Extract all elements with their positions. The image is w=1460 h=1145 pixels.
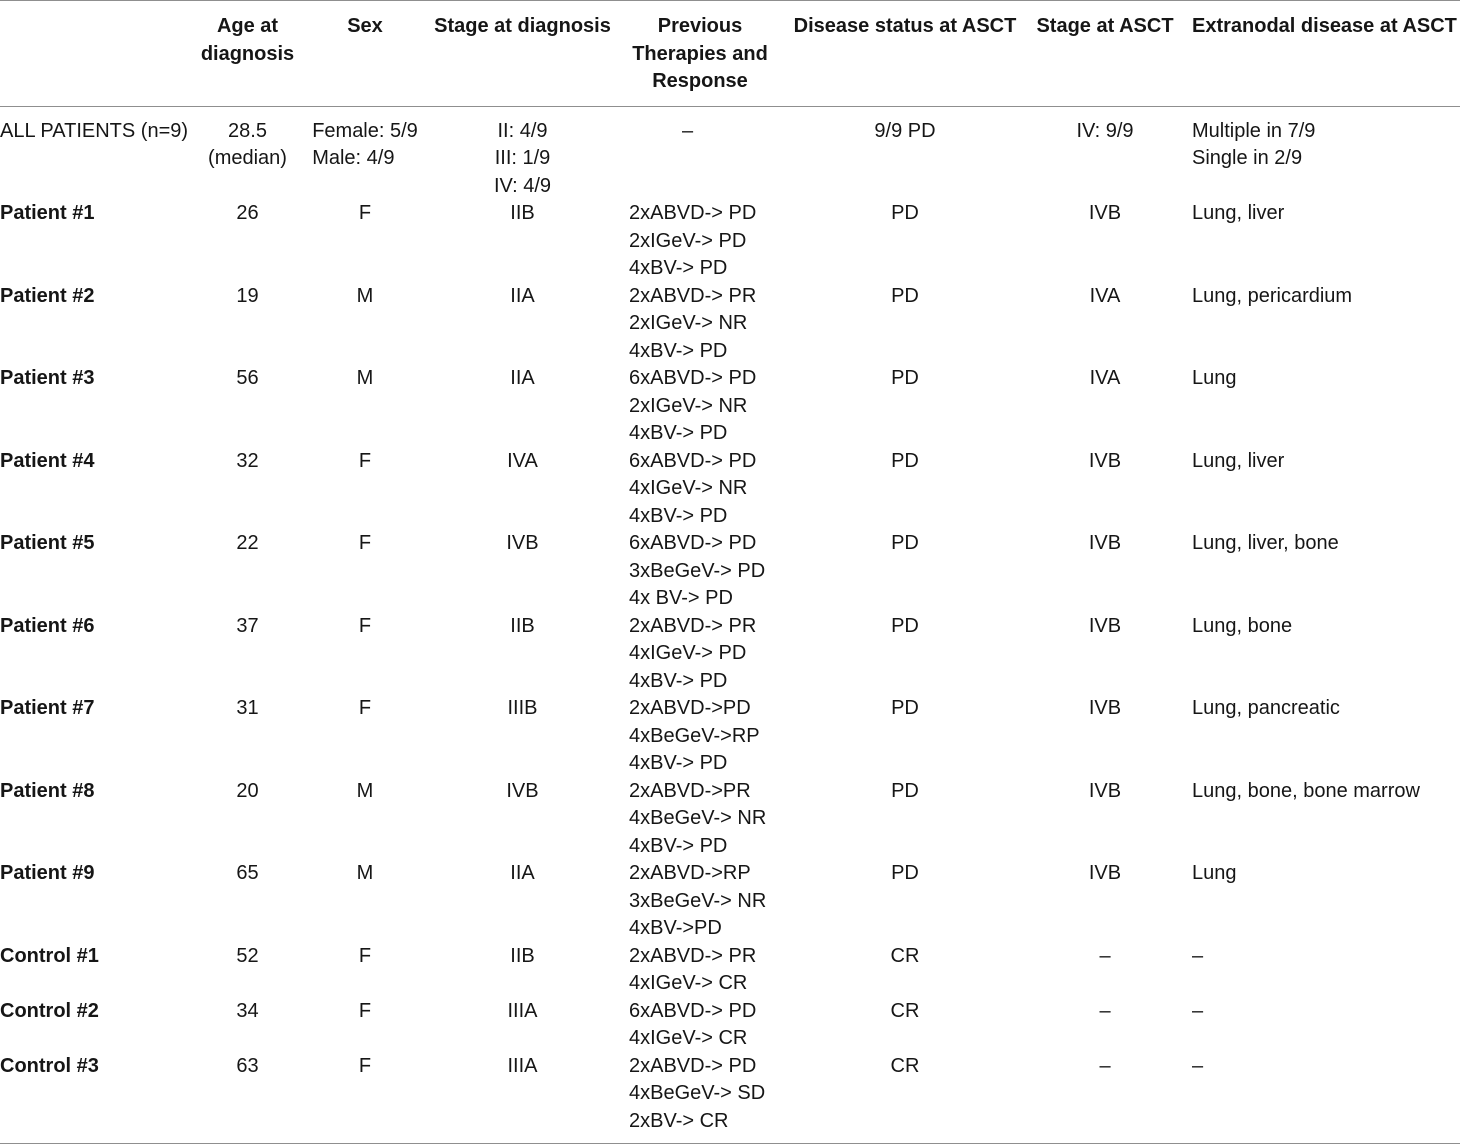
sex-line: Male: 4/9 (312, 147, 395, 169)
row-patient-9 (0, 860, 1460, 943)
row-label: Control #3 (0, 1054, 99, 1077)
row-all-patients (0, 106, 1460, 200)
disease-status-asct-cell: PD (891, 697, 919, 719)
therapies-cell (615, 695, 785, 778)
stage-asct-cell: – (1099, 1054, 1111, 1077)
therapy-line: 2xABVD-> PR (629, 944, 757, 967)
extranodal-cell: Lung, bone (1192, 614, 1293, 637)
stage-diagnosis-cell: IIB (510, 944, 535, 967)
stage-asct-cell: IVB (1088, 614, 1122, 637)
disease-status-asct-cell: PD (891, 614, 919, 637)
therapies-cell (615, 860, 785, 943)
header-stage-diagnosis: Stage at diagnosis (430, 1, 615, 107)
stage-diagnosis-cell: IVB (506, 779, 539, 802)
row-patient-2 (0, 283, 1460, 366)
therapy-line: 4xIGeV-> CR (629, 972, 748, 994)
disease-status-asct-cell: PD (891, 449, 919, 472)
row-patient-7 (0, 695, 1460, 778)
extranodal-cell: Lung (1192, 367, 1237, 389)
row-label: Patient #6 (0, 614, 95, 637)
row-label: Control #2 (0, 999, 99, 1022)
sex-breakdown (312, 118, 418, 173)
age-cell (195, 106, 300, 200)
stage-asct-cell: – (1099, 999, 1111, 1022)
therapy-line: 3xBeGeV-> PD (629, 559, 766, 582)
therapy-line: 4xIGeV-> CR (629, 1027, 748, 1049)
sex-cell: F (358, 999, 372, 1022)
row-patient-6 (0, 613, 1460, 696)
sex-cell: F (358, 1054, 372, 1077)
stage-diagnosis-cell: IIA (510, 367, 535, 389)
therapy-line: 4x BV-> PD (629, 587, 733, 609)
stage-diagnosis-cell: IIIA (507, 1054, 538, 1077)
therapy-line: – (682, 119, 694, 142)
therapy-line: 2xIGeV-> NR (629, 312, 748, 334)
therapy-line: 2xABVD->PD (629, 697, 751, 719)
sex-cell: F (358, 202, 372, 224)
sex-cell: F (358, 532, 372, 554)
age-cell: 22 (236, 532, 259, 554)
stage-diagnosis-cell: IIIA (507, 999, 538, 1022)
row-patient-5 (0, 530, 1460, 613)
disease-status-asct-cell: CR (890, 999, 920, 1022)
age-cell: 52 (236, 944, 259, 967)
sex-cell: F (358, 697, 372, 719)
therapy-line: 4xBV->PD (629, 917, 722, 939)
stage-line: IV: 4/9 (493, 174, 552, 197)
stage-line: III: 1/9 (494, 147, 551, 169)
stage-diagnosis-cell: IIB (510, 202, 535, 224)
disease-status-asct-cell: CR (890, 1054, 920, 1077)
stage-diagnosis-cell: IVB (506, 532, 539, 554)
age-cell: 20 (236, 779, 259, 802)
stage-asct-cell: IV: 9/9 (1076, 119, 1134, 142)
row-label: Patient #4 (0, 449, 95, 472)
extranodal-cell: Lung, pancreatic (1192, 697, 1340, 719)
extranodal-cell: Lung (1192, 862, 1237, 884)
therapy-line: 2xIGeV-> NR (629, 394, 748, 417)
therapies-cell (615, 530, 785, 613)
row-label: Patient #7 (0, 697, 95, 719)
stage-line: II: 4/9 (497, 119, 548, 142)
disease-status-asct-cell: PD (891, 779, 919, 802)
stage-asct-cell: IVA (1089, 284, 1121, 307)
extranodal-cell: – (1192, 999, 1204, 1022)
row-control-3 (0, 1053, 1460, 1144)
therapies-cell (615, 613, 785, 696)
disease-status-asct-cell: PD (891, 284, 919, 307)
stage-asct-cell: IVB (1088, 532, 1122, 554)
therapy-line: 3xBeGeV-> NR (629, 889, 767, 912)
therapy-line: 4xIGeV-> PD (629, 642, 747, 664)
stage-diagnosis-cell (430, 106, 615, 200)
therapy-line: 4xBV-> PD (629, 339, 728, 362)
therapy-line: 2xABVD-> PD (629, 1054, 757, 1077)
therapy-line: 4xBV-> PD (629, 834, 728, 857)
age-line: (median) (208, 147, 287, 169)
sex-cell: M (356, 862, 374, 884)
extranodal-cell: Lung, liver (1192, 202, 1285, 224)
therapy-line: 4xIGeV-> NR (629, 477, 748, 499)
therapies-cell (615, 1053, 785, 1144)
stage-asct-cell: IVB (1088, 449, 1122, 472)
row-control-2 (0, 998, 1460, 1053)
stage-diagnosis-cell: IIIB (507, 697, 538, 719)
extranodal-line: Multiple in 7/9 (1192, 119, 1316, 142)
therapy-line: 4xBV-> PD (629, 669, 728, 692)
therapies-cell (615, 778, 785, 861)
header-row-label (0, 1, 195, 107)
extranodal-cell: Lung, liver (1192, 449, 1285, 472)
therapy-line: 2xABVD->PR (629, 779, 751, 802)
age-cell: 37 (236, 614, 259, 637)
age-cell: 34 (236, 999, 259, 1022)
therapy-line: 4xBV-> PD (629, 257, 728, 279)
sex-cell: F (358, 944, 372, 967)
row-label: ALL PATIENTS (n=9) (0, 119, 189, 142)
extranodal-line: Single in 2/9 (1192, 147, 1303, 169)
sex-cell: F (358, 449, 372, 472)
sex-cell: F (358, 614, 372, 637)
header-stage-asct: Stage at ASCT (1025, 1, 1185, 107)
therapy-line: 6xABVD-> PD (629, 449, 757, 472)
stage-diagnosis-cell: IIB (510, 614, 535, 637)
row-control-1 (0, 943, 1460, 998)
therapies-cell (615, 365, 785, 448)
extranodal-cell: Lung, pericardium (1192, 284, 1353, 307)
row-label: Control #1 (0, 944, 99, 967)
stage-asct-cell: IVB (1088, 779, 1122, 802)
therapy-line: 4xBV-> PD (629, 504, 728, 527)
therapy-line: 4xBeGeV-> NR (629, 807, 767, 829)
row-patient-4 (0, 448, 1460, 531)
therapy-line: 2xABVD-> PD (629, 202, 757, 224)
sex-cell: M (356, 367, 374, 389)
sex-cell: M (356, 284, 374, 307)
disease-status-asct-cell: PD (891, 202, 919, 224)
disease-status-asct-cell: CR (890, 944, 920, 967)
row-label: Patient #9 (0, 862, 95, 884)
stage-diagnosis-cell: IVA (507, 449, 538, 472)
therapy-line: 4xBV-> PD (629, 422, 728, 444)
row-label: Patient #2 (0, 284, 95, 307)
stage-diagnosis-cell: IIA (510, 284, 535, 307)
disease-status-asct-cell: PD (891, 862, 919, 884)
therapy-line: 2xABVD->RP (629, 862, 751, 884)
therapies-cell (615, 998, 785, 1053)
therapies-cell (615, 448, 785, 531)
disease-status-asct-cell: PD (891, 367, 919, 389)
therapy-line: 4xBeGeV->RP (629, 724, 760, 747)
disease-status-asct-cell: PD (891, 532, 919, 554)
stage-asct-cell: IVB (1088, 862, 1122, 884)
age-cell: 26 (236, 202, 259, 224)
age-cell: 56 (236, 367, 259, 389)
therapy-line: 4xBV-> PD (629, 752, 728, 774)
sex-line: Female: 5/9 (312, 119, 418, 142)
header-extranodal: Extranodal disease at ASCT (1185, 1, 1460, 107)
extranodal-cell: Lung, liver, bone (1192, 532, 1339, 554)
disease-status-asct-cell: 9/9 PD (874, 119, 936, 142)
therapies-cell (615, 283, 785, 366)
therapy-line: 2xBV-> CR (629, 1109, 729, 1132)
header-therapies: Previous Therapies and Response (615, 1, 785, 107)
age-cell: 65 (236, 862, 259, 884)
row-label: Patient #8 (0, 779, 95, 802)
header-disease-status-asct: Disease status at ASCT (785, 1, 1025, 107)
extranodal-cell: – (1192, 944, 1204, 967)
header-sex: Sex (300, 1, 430, 107)
row-patient-8 (0, 778, 1460, 861)
therapy-line: 6xABVD-> PD (629, 367, 757, 389)
row-patient-3 (0, 365, 1460, 448)
sex-cell (300, 106, 430, 200)
extranodal-cell: – (1192, 1054, 1204, 1077)
age-cell: 19 (236, 284, 259, 307)
row-label: Patient #1 (0, 202, 95, 224)
header-age: Age at diagnosis (195, 1, 300, 107)
header-row (0, 1, 1460, 107)
age-line: 28.5 (228, 119, 267, 142)
therapies-cell (615, 943, 785, 998)
row-patient-1 (0, 200, 1460, 283)
row-label: Patient #3 (0, 367, 95, 389)
therapies-cell (615, 200, 785, 283)
stage-asct-cell: IVB (1088, 202, 1122, 224)
stage-asct-cell: IVB (1088, 697, 1122, 719)
therapy-line: 6xABVD-> PD (629, 532, 757, 554)
therapies-cell (615, 106, 785, 200)
therapy-line: 4xBeGeV-> SD (629, 1082, 766, 1104)
row-label: Patient #5 (0, 532, 95, 554)
stage-asct-cell: – (1099, 944, 1111, 967)
age-cell: 32 (236, 449, 259, 472)
therapy-line: 6xABVD-> PD (629, 999, 757, 1022)
therapy-line: 2xABVD-> PR (629, 284, 757, 307)
extranodal-cell: Lung, bone, bone marrow (1192, 779, 1420, 802)
age-cell: 31 (236, 697, 259, 719)
sex-cell: M (356, 779, 374, 802)
therapy-line: 2xIGeV-> PD (629, 229, 747, 252)
extranodal-cell (1185, 106, 1460, 200)
stage-asct-cell: IVA (1089, 367, 1121, 389)
stage-diagnosis-cell: IIA (510, 862, 535, 884)
therapy-line: 2xABVD-> PR (629, 614, 757, 637)
age-cell: 63 (236, 1054, 259, 1077)
